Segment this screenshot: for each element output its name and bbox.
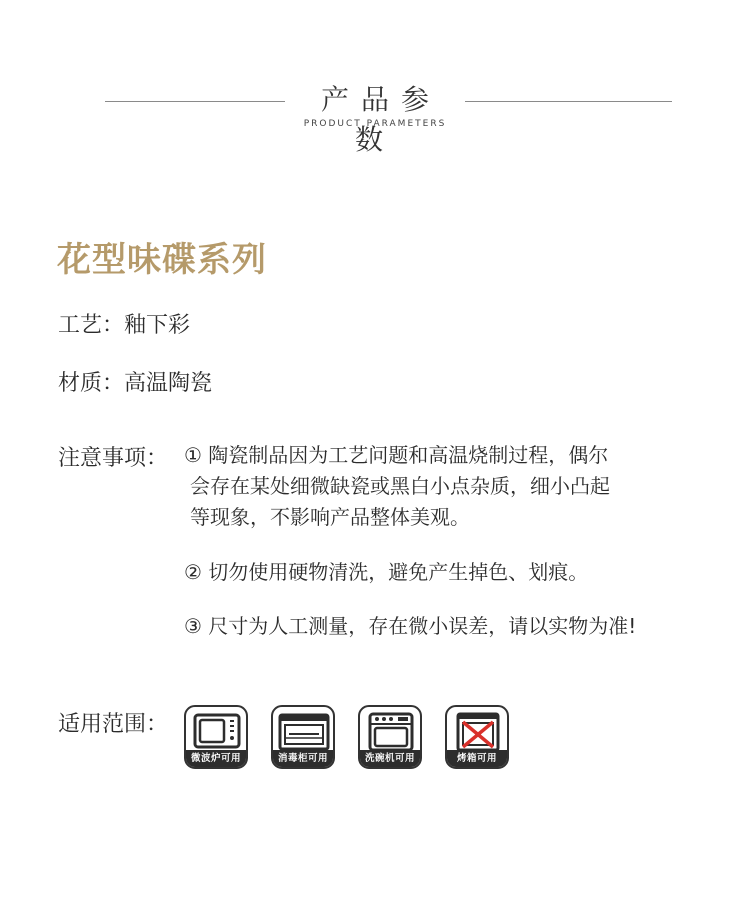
- sterilizer-icon: [271, 705, 335, 769]
- note-item-2: [184, 557, 588, 588]
- oven-caption: 烤箱可用: [447, 750, 507, 767]
- dishwasher-icon: [358, 705, 422, 769]
- product-series-title: 花型味碟系列: [57, 240, 267, 280]
- note-item-3: [184, 611, 636, 642]
- header-divider-right: [465, 101, 672, 102]
- material-row: 材质：高温陶瓷: [58, 371, 213, 396]
- sterilizer-caption: 消毒柜可用: [273, 750, 333, 767]
- craft-row: 工艺：釉下彩: [58, 313, 191, 338]
- oven-icon: [445, 705, 509, 769]
- section-subtitle: PRODUCT PARAMETERS: [303, 119, 447, 129]
- section-title: 产品参数: [320, 83, 441, 156]
- note-1-line-1: ① 陶瓷制品因为工艺问题和高温烧制过程，偶尔: [184, 443, 609, 467]
- scope-label: 适用范围：: [58, 712, 169, 737]
- section-header: [0, 70, 750, 156]
- note-2-line-1: ② 切勿使用硬物清洗，避免产生掉色、划痕。: [184, 560, 589, 584]
- header-divider-left: [105, 101, 285, 102]
- note-3-line-1: ③ 尺寸为人工测量，存在微小误差，请以实物为准!: [184, 614, 637, 638]
- microwave-caption: 微波炉可用: [186, 750, 246, 767]
- note-1-line-2: 会存在某处细微缺瓷或黑白小点杂质，细小凸起: [190, 474, 610, 498]
- dishwasher-caption: 洗碗机可用: [360, 750, 420, 767]
- note-1-line-3: 等现象，不影响产品整体美观。: [190, 505, 470, 529]
- microwave-icon: [184, 705, 248, 769]
- notes-label: 注意事项：: [58, 446, 169, 471]
- note-item-1: [184, 440, 610, 533]
